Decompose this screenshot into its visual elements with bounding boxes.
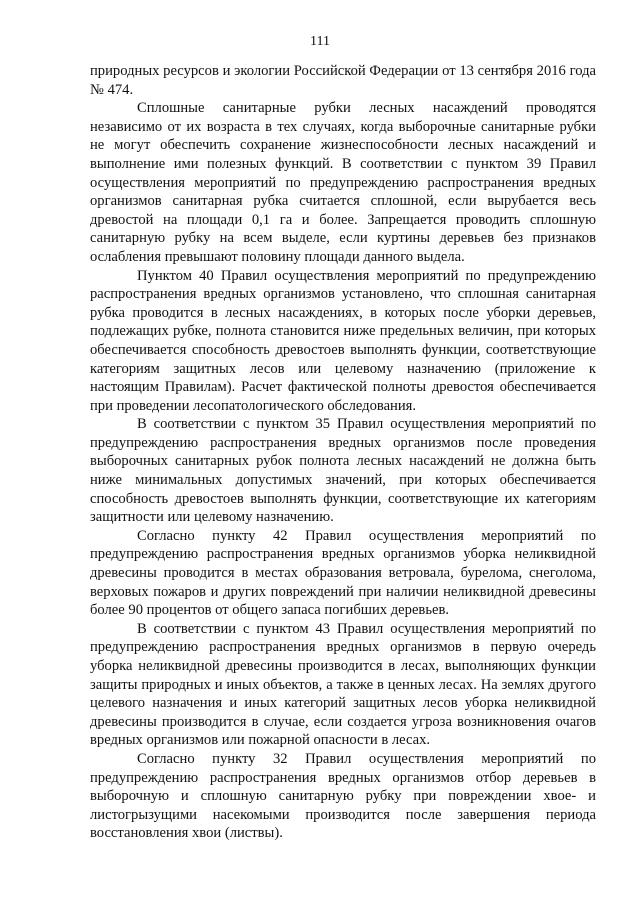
paragraph-sanitary-clear-cutting: Сплошные санитарные рубки лесных насаждений проводятся независимо от их возраста в тех случаях, когда выборочные санитарные рубки не могут обеспечить сохранение жизнеспособности лесных насаждений и выполнение ими полезных функций. В соответствии с пунктом 39 Правил осуществления мероприятий по предупреждению распространения вредных организмов санитарная рубка считается сплошной, если вырубается весь древостой на площади 0,1 га и более. Запрещается проводить сплошную санитарную рубку на всем выделе, если куртины деревьев без признаков ослабления превышают половину площади данного выдела. (90, 100, 596, 265)
paragraph-point-35: В соответствии с пунктом 35 Правил осуществления мероприятий по предупреждению распространения вредных организмов после проведения выборочных санитарных рубок полнота лесных насаждений не должна быть ниже минимальных допустимых значений, при которых обеспечивается способность древостоев выполнять функции, соответствующие их категориям защитности или целевому назначению. (90, 416, 596, 526)
document-body (90, 62, 596, 843)
paragraph-point-42: Согласно пункту 42 Правил осуществления мероприятий по предупреждению распространения вредных организмов уборка неликвидной древесины проводится в местах образования ветровала, бурелома, снеголома, верховых пожаров и других повреждений при наличии неликвидной древесины более 90 процентов от общего запаса погибших деревьев. (90, 527, 596, 619)
paragraph-continuation: природных ресурсов и экологии Российской Федерации от 13 сентября 2016 года № 474. (90, 63, 596, 98)
paragraph-point-40: Пунктом 40 Правил осуществления мероприятий по предупреждению распространения вредных организмов установлено, что сплошная санитарная рубка проводится в лесных насаждениях, в которых после уборки деревьев, подлежащих рубке, полнота становится ниже предельных величин, при которых обеспечивается способность древостоев выполнять функции, соответствующие категориям защитных лесов или целевому назначению (приложение к настоящим Правилам). Расчет фактической полноты древостоя обеспечивается при проведении лесопатологического обследования. (90, 267, 596, 414)
page-number: 111 (310, 34, 330, 49)
paragraph-point-32: Согласно пункту 32 Правил осуществления мероприятий по предупреждению распространения вредных организмов отбор деревьев в выборочную и сплошную санитарную рубку при повреждении хвое- и листогрызущими насекомыми производится после завершения периода восстановления хвои (листвы). (90, 750, 596, 842)
paragraph-point-43: В соответствии с пунктом 43 Правил осуществления мероприятий по предупреждению распространения вредных организмов в первую очередь уборка неликвидной древесины производится в лесах, выполняющих функции защиты природных и иных объектов, а также в ценных лесах. На землях другого целевого назначения и иных категорий защитных лесов уборка неликвидной древесины производится в случае, если создается угроза возникновения очагов вредных организмов или пожарной опасности в лесах. (90, 620, 596, 749)
